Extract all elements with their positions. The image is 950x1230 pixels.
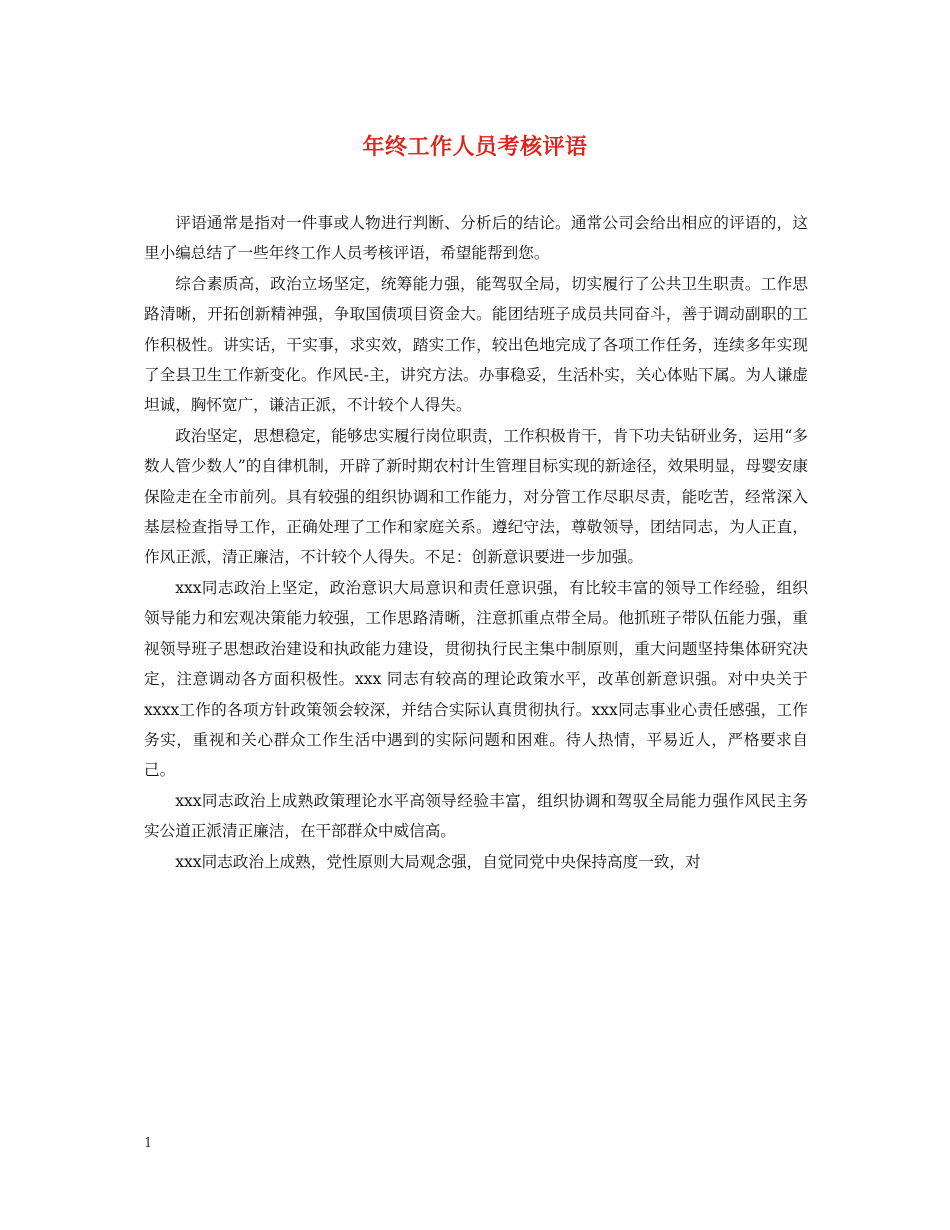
document-title: 年终工作人员考核评语	[362, 134, 588, 160]
paragraph-comment-4: xxx同志政治上成熟政策理论水平高领导经验丰富，组织协调和驾驭全局能力强作风民主务实公道正派清正廉洁，在干部群众中威信高。	[144, 791, 808, 841]
paragraph-comment-3: xxx同志政治上坚定，政治意识大局意识和责任意识强，有比较丰富的领导工作经验，组织领导能力和宏观决策能力较强，工作思路清晰，注意抓重点带全局。他抓班子带队伍能力强，重视领导班子思想政治建设和执政能力建设，贯彻执行民主集中制原则，重大问题坚持集体研究决定，注意调动各方面积极性。xxx 同志有较高的理论政策水平，改革创新意识强。对中央关于xxxx工作的各项方针政策领会较深，并结合实际认真贯彻执行。xxx同志事业心责任感强，工作务实，重视和关心群众工作生活中遇到的实际问题和困难。待人热情，平易近人，严格要求自己。	[144, 578, 808, 780]
document-body	[144, 208, 808, 877]
page-number: 1	[144, 1136, 153, 1151]
paragraph-comment-5: xxx同志政治上成熟，党性原则大局观念强，自觉同党中央保持高度一致，对	[175, 852, 701, 871]
paragraph-comment-2: 政治坚定，思想稳定，能够忠实履行岗位职责，工作积极肯干，肯下功夫钻研业务，运用“多数人管少数人”的自律机制，开辟了新时期农村计生管理目标实现的新途径，效果明显，母婴安康保险走在全市前列。具有较强的组织协调和工作能力，对分管工作尽职尽责，能吃苦，经常深入基层检查指导工作，正确处理了工作和家庭关系。遵纪守法，尊敬领导，团结同志，为人正直，作风正派，清正廉洁，不计较个人得失。不足：创新意识要进一步加强。	[144, 426, 808, 567]
paragraph-intro: 评语通常是指对一件事或人物进行判断、分析后的结论。通常公司会给出相应的评语的，这里小编总结了一些年终工作人员考核评语，希望能帮到您。	[144, 214, 808, 263]
paragraph-comment-1: 综合素质高，政治立场坚定，统筹能力强，能驾驭全局，切实履行了公共卫生职责。工作思路清晰，开拓创新精神强，争取国债项目资金大。能团结班子成员共同奋斗，善于调动副职的工作积极性。讲实话，干实事，求实效，踏实工作，较出色地完成了各项工作任务，连续多年实现了全县卫生工作新变化。作风民-主，讲究方法。办事稳妥，生活朴实，关心体贴下属。为人谦虚坦诚，胸怀宽广，谦洁正派，不计较个人得失。	[144, 274, 808, 415]
